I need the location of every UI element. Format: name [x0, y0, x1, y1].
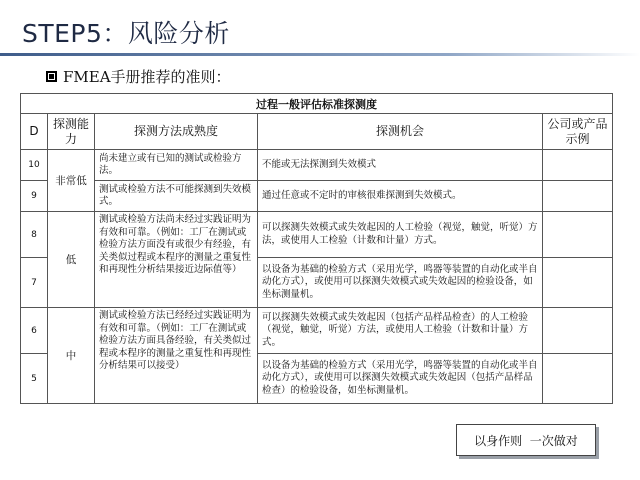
- example-cell: [543, 181, 613, 212]
- example-cell: [543, 354, 613, 404]
- example-cell: [543, 308, 613, 354]
- table-caption-row: [21, 94, 613, 114]
- example-cell: [543, 150, 613, 181]
- header-example: 公司或产品示例: [543, 114, 613, 150]
- table-row: [21, 181, 613, 212]
- header-method-maturity: 探测方法成熟度: [95, 114, 258, 150]
- motto-box: [456, 424, 596, 456]
- header-d: D: [21, 114, 48, 150]
- opportunity-cell: 以设备为基础的检验方式（采用光学，鸣器等装置的自动化或半自动化方式），或使用可以探测失效模式或失效起因的检验设备，如坐标测量机。: [258, 258, 543, 308]
- capability-cell: 中: [48, 308, 95, 404]
- opportunity-cell: 可以探测失效模式或失效起因（包括产品样品检查）的人工检验（视觉，触觉，听觉）方法，或使用人工检验（计数和计量）方式。: [258, 308, 543, 354]
- method-cell: 测试或检验方法不可能探测到失效模式。: [95, 181, 258, 212]
- table-caption: 过程一般评估标准探测度: [21, 94, 613, 114]
- opportunity-cell: 不能或无法探测到失效模式: [258, 150, 543, 181]
- example-cell: [543, 258, 613, 308]
- header-opportunity: 探测机会: [258, 114, 543, 150]
- subtitle-row: [46, 66, 231, 87]
- opportunity-cell: 以设备为基础的检验方式（采用光学，鸣器等装置的自动化或半自动化方式），或使用可以探测失效模式或失效起因（包括产品样品检查）的检验设备，如坐标测量机。: [258, 354, 543, 404]
- d-value: 6: [21, 308, 48, 354]
- d-value: 9: [21, 181, 48, 212]
- capability-cell: 低: [48, 212, 95, 308]
- method-cell: 测试或检验方法已经经过实践证明为有效和可靠。（例如：工厂在测试或检验方法方面具备经验，有关类似过程或本程序的测量之重复性和再现性分析结果可以接受）: [95, 308, 258, 404]
- subtitle-text: FMEA手册推荐的准则：: [63, 68, 231, 86]
- d-value: 5: [21, 354, 48, 404]
- d-value: 7: [21, 258, 48, 308]
- table-row: [21, 150, 613, 181]
- motto-text: 以身作则 一次做对: [474, 433, 578, 448]
- method-cell: 尚未建立或有已知的测试或检验方法。: [95, 150, 258, 181]
- table-row: [21, 308, 613, 354]
- opportunity-cell: 通过任意或不定时的审核很难探测到失效模式。: [258, 181, 543, 212]
- d-value: 10: [21, 150, 48, 181]
- page-title: STEP5：风险分析: [22, 19, 230, 48]
- opportunity-cell: 可以探测失效模式或失效起因的人工检验（视觉，触觉，听觉）方法，或使用人工检验（计数和计量）方式。: [258, 212, 543, 258]
- table-row: [21, 212, 613, 258]
- capability-cell: 非常低: [48, 150, 95, 212]
- header-capability: 探测能力: [48, 114, 95, 150]
- table-header-row: [21, 114, 613, 150]
- method-cell: 测试或检验方法尚未经过实践证明为有效和可靠。（例如：工厂在测试或检验方法方面没有或很少有经验，有关类似过程或本程序的测量之重复性和再现性分析结果接近边际值等）: [95, 212, 258, 308]
- square-bullet-icon: [46, 71, 57, 82]
- d-value: 8: [21, 212, 48, 258]
- title-divider: [0, 53, 640, 56]
- example-cell: [543, 212, 613, 258]
- detection-criteria-table: [20, 93, 613, 404]
